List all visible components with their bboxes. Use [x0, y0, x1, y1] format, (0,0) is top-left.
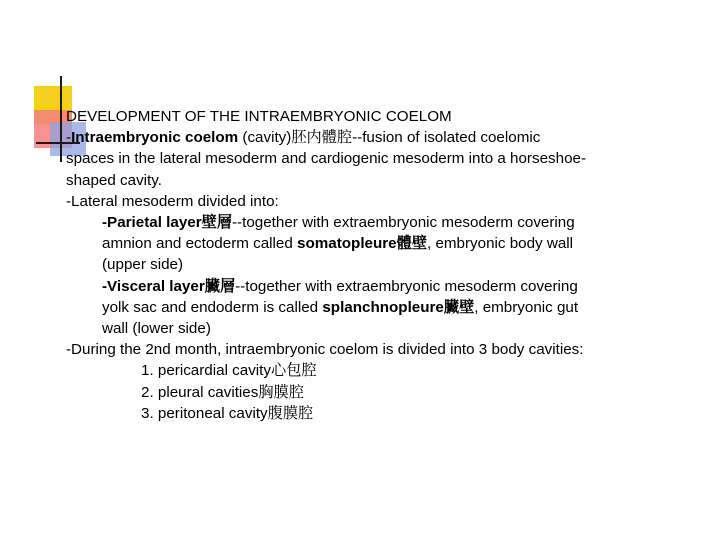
- cavity-cjk: 心包腔: [271, 361, 317, 380]
- parietal-text-b: , embryonic body wall: [427, 235, 574, 253]
- parietal-line-3: (upper side): [102, 256, 184, 274]
- slide-title: DEVELOPMENT OF THE INTRAEMBRYONIC COELOM: [66, 108, 452, 125]
- cavity-item-peritoneal: [66, 403, 706, 424]
- cjk-intraembryonic-coelom: 胚内體腔: [291, 128, 353, 147]
- cavity-item-pleural: [66, 382, 706, 403]
- cavity-label: 1. pericardial cavity: [141, 362, 271, 380]
- parietal-line-2: [66, 233, 706, 254]
- definition-text: --fusion of isolated coelomic: [352, 129, 541, 147]
- cavity-cjk: 腹膜腔: [267, 403, 314, 422]
- cjk-visceral-layer: 臟層: [204, 276, 236, 295]
- cjk-somatopleure: 體壁: [396, 234, 427, 253]
- intraembryonic-coelom-line-2: spaces in the lateral mesoderm and cardiogenic mesoderm into a horseshoe-: [66, 150, 587, 168]
- parietal-line-1: [66, 212, 706, 233]
- visceral-line-3: wall (lower side): [102, 320, 211, 338]
- cjk-splanchnopleure: 臟壁: [443, 297, 475, 316]
- parietal-definition: --together with extraembryonic mesoderm covering: [232, 214, 575, 232]
- visceral-line-1: [66, 276, 706, 297]
- slide-body: [66, 106, 706, 424]
- parietal-text-a: amnion and ectoderm called: [102, 235, 298, 253]
- term-somatopleure: somatopleure: [297, 235, 397, 253]
- intraembryonic-coelom-line-3: shaped cavity.: [66, 171, 162, 189]
- dash: -: [66, 129, 72, 147]
- second-month-line: -During the 2nd month, intraembryonic coelom is divided into 3 body cavities:: [66, 341, 584, 359]
- visceral-text-b: , embryonic gut: [474, 298, 579, 316]
- visceral-line-2: [66, 297, 706, 318]
- visceral-text-a: yolk sac and endoderm is called: [102, 298, 323, 316]
- paren-text: (cavity): [238, 129, 292, 147]
- intraembryonic-coelom-line-1: [66, 127, 706, 148]
- cavity-cjk: 胸膜腔: [258, 382, 304, 401]
- visceral-definition: --together with extraembryonic mesoderm covering: [235, 277, 578, 295]
- cavity-item-pericardial: [66, 360, 706, 381]
- decor-vertical-line: [60, 76, 62, 162]
- term-visceral-layer: -Visceral layer: [102, 277, 205, 295]
- term-intraembryonic-coelom: Intraembryonic coelom: [71, 129, 239, 147]
- lateral-mesoderm-line: -Lateral mesoderm divided into:: [66, 192, 279, 210]
- cavity-label: 2. pleural cavities: [141, 383, 259, 401]
- cjk-parietal-layer: 壁層: [201, 213, 232, 232]
- cavity-label: 3. peritoneal cavity: [141, 404, 268, 422]
- term-parietal-layer: -Parietal layer: [102, 214, 202, 232]
- term-splanchnopleure: splanchnopleure: [322, 298, 444, 316]
